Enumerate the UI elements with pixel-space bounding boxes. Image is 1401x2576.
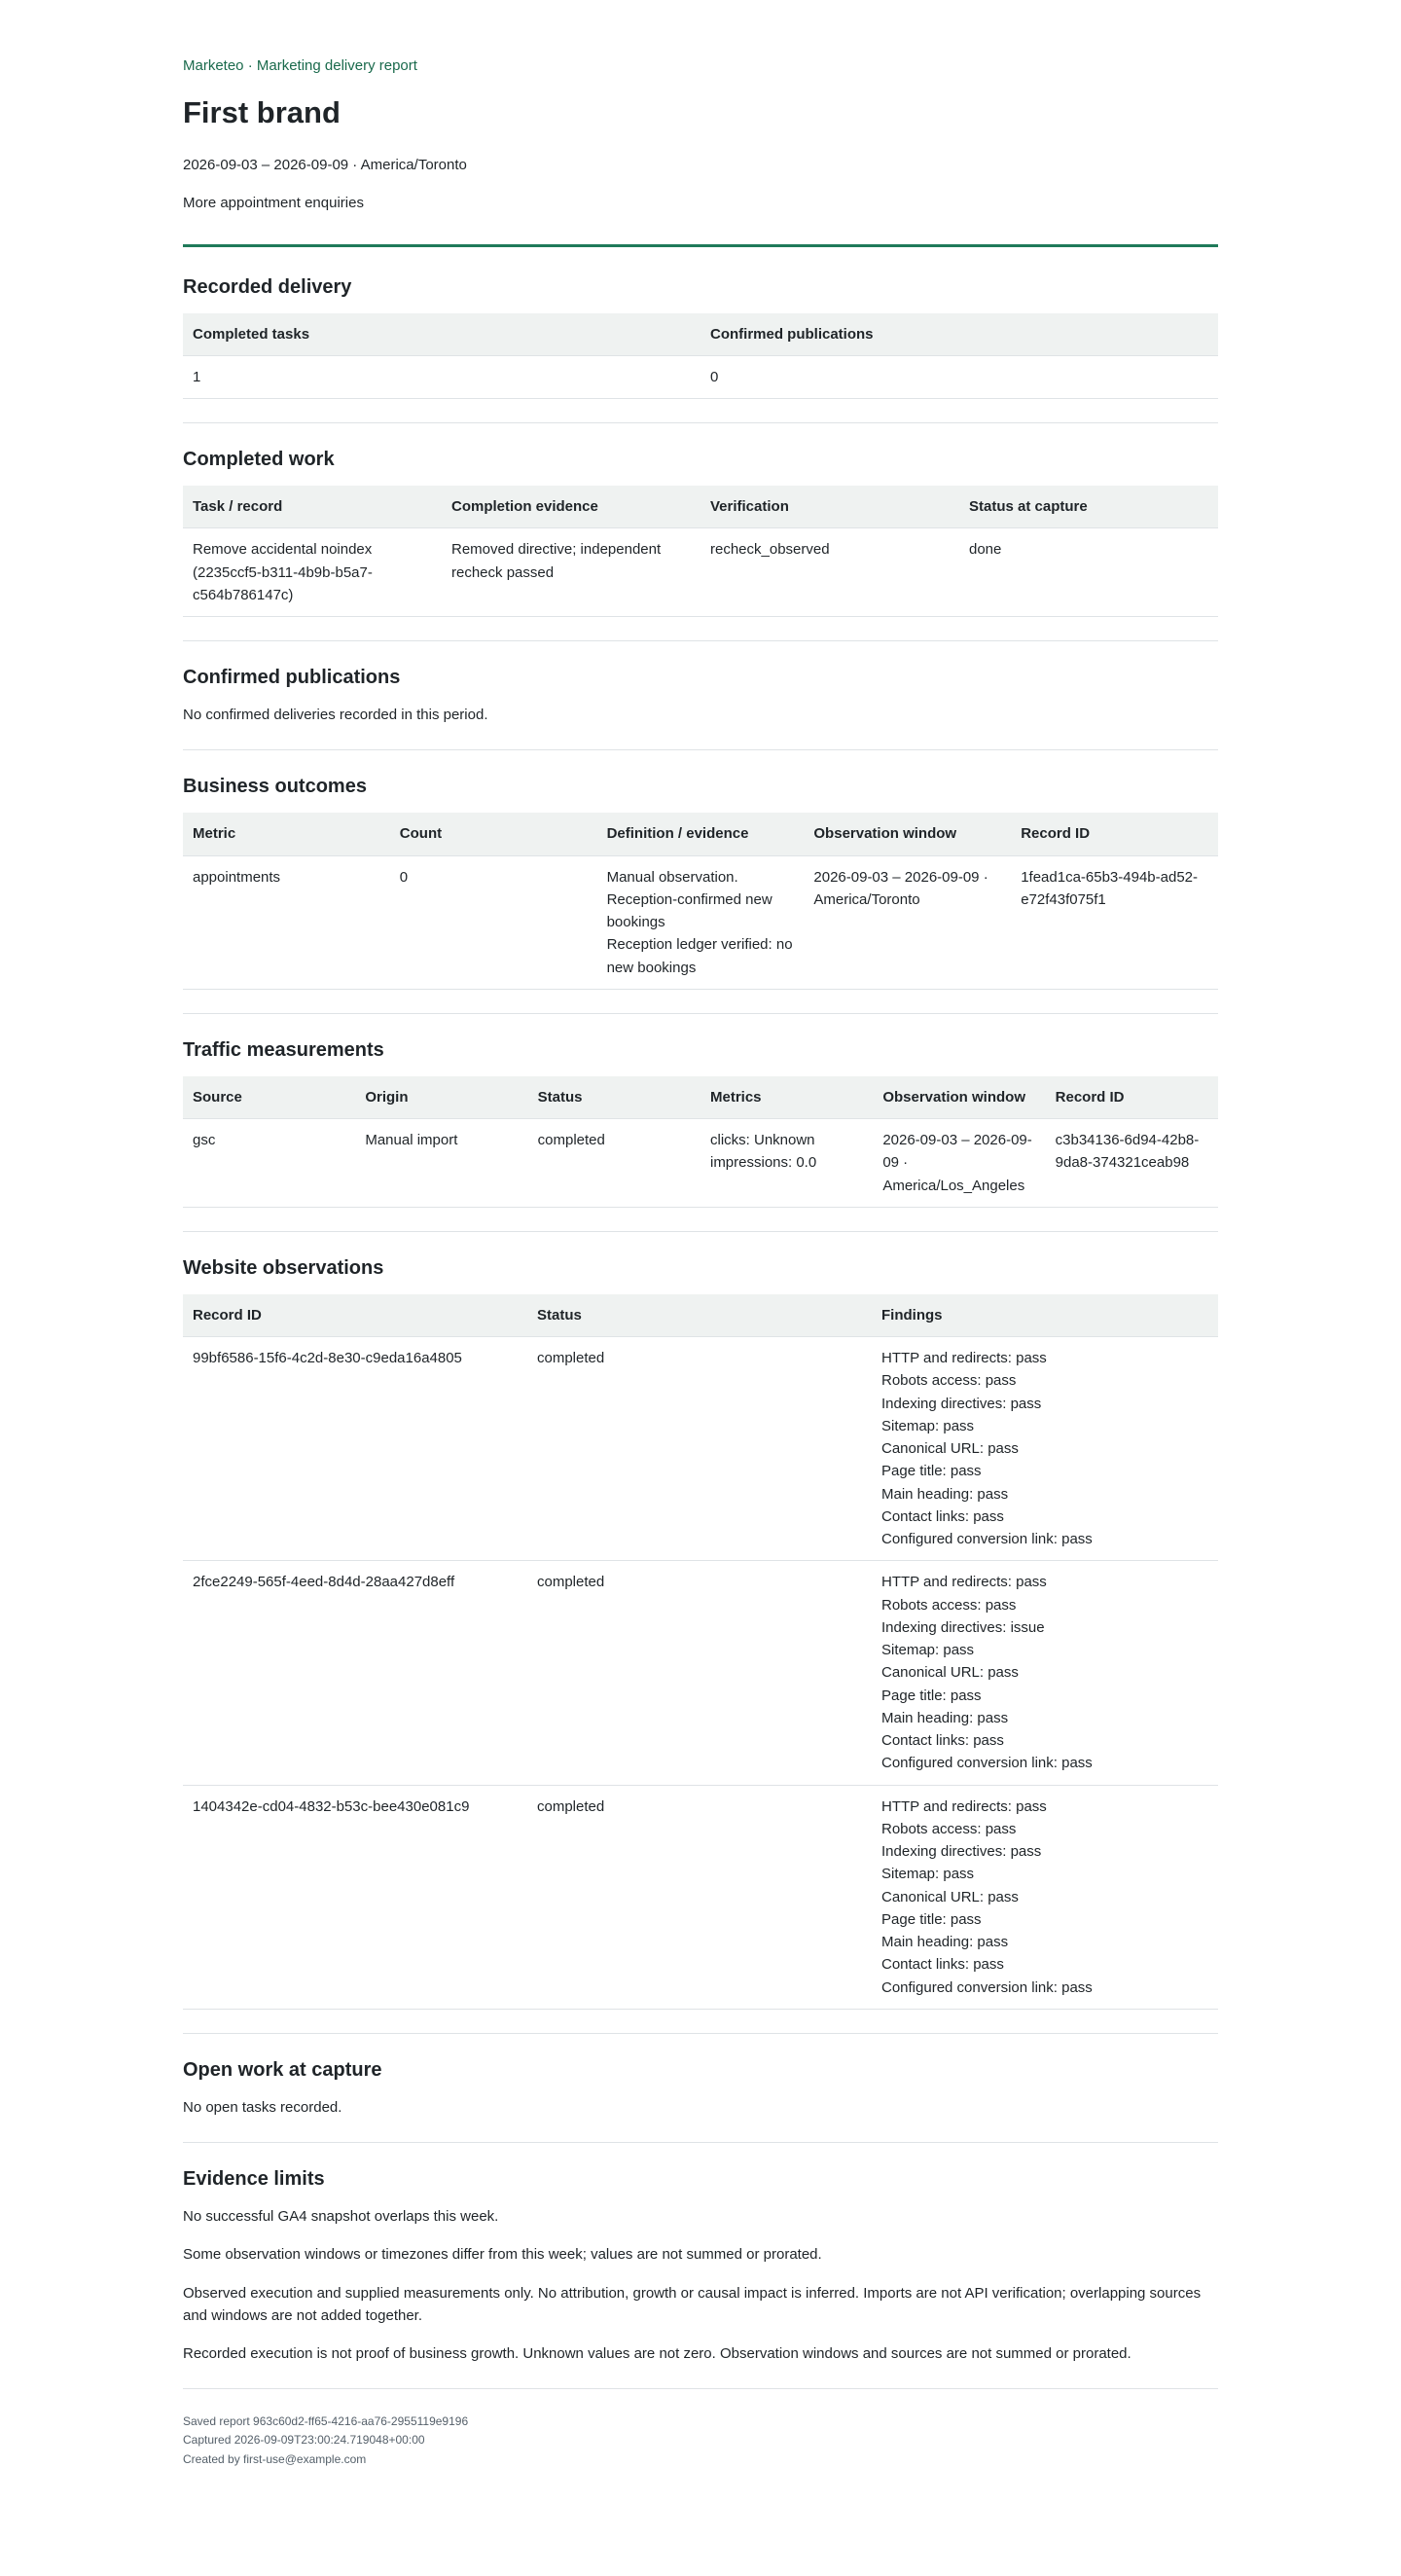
finding-line: Sitemap: pass [881,1417,975,1434]
finding-line: Robots access: pass [881,1372,1017,1390]
table-row [183,1561,1218,1785]
column-header: Source [183,1076,355,1119]
metric-line: impressions: 0.0 [709,1154,817,1172]
report-goal: More appointment enquiries [183,195,364,212]
finding-line: HTTP and redirects: pass [881,1574,1047,1591]
column-header: Status [528,1076,700,1119]
report-eyebrow: Marketeo · Marketing delivery report [183,57,417,74]
record-id-cell: 1404342e-cd04-4832-b53c-bee430e081c9 [183,1785,527,2009]
finding-line: Indexing directives: pass [881,1395,1042,1412]
evidence-limit-paragraph: Recorded execution is not proof of business growth. Unknown values are not zero. Observation windows and sources are not summed or prorated. [183,2345,1132,2362]
table-row [183,1337,1218,1561]
finding-line: Canonical URL: pass [881,1440,1019,1457]
business-outcomes-table [183,813,1218,990]
table-row [183,855,1218,989]
column-header: Confirmed publications [700,313,1218,356]
column-header: Record ID [1011,813,1218,855]
status-cell: completed [528,1119,700,1208]
column-header: Count [390,813,597,855]
page-title: First brand [183,95,341,130]
status-cell: done [959,528,1218,617]
finding-line: Page title: pass [881,1910,982,1928]
traffic-measurements-section [183,1037,1218,1232]
status-cell: completed [527,1337,872,1561]
finding-line: Canonical URL: pass [881,1888,1019,1905]
source-cell: gsc [183,1119,355,1208]
task-record-cell: Remove accidental noindex (2235ccf5-b311-4b9b-b5a7-c564b786147c) [183,528,442,617]
finding-line: HTTP and redirects: pass [881,1350,1047,1366]
observation-window-cell: 2026-09-03 – 2026-09-09 · America/Toronto [804,855,1011,989]
section-heading: Business outcomes [183,776,367,798]
business-outcomes-section [183,774,1218,1014]
definition-cell [597,855,805,989]
observation-window-cell: 2026-09-03 – 2026-09-09 · America/Los_Angeles [873,1119,1045,1208]
evidence-limit-paragraph: Observed execution and supplied measurements only. No attribution, growth or causal impact is inferred. Imports are not API verification; overlapping sources and windows are not added together. [183,2284,1202,2324]
verification-cell: recheck_observed [700,528,959,617]
finding-line: Contact links: pass [881,1732,1004,1749]
column-header: Metric [183,813,390,855]
origin-cell: Manual import [355,1119,527,1208]
finding-line: Sitemap: pass [881,1866,975,1883]
finding-line: Main heading: pass [881,1709,1009,1726]
column-header: Completed tasks [183,313,700,356]
section-heading: Completed work [183,449,335,470]
finding-line: Main heading: pass [881,1934,1009,1950]
website-observations-section [183,1255,1218,2034]
finding-line: Canonical URL: pass [881,1664,1019,1682]
section-heading: Open work at capture [183,2058,382,2081]
completed-work-table [183,486,1218,617]
metric-line: clicks: Unknown [709,1132,815,1148]
table-row [183,355,1218,398]
metrics-cell [700,1119,873,1208]
open-work-section [183,2057,1218,2143]
findings-cell [872,1561,1218,1785]
report-page [183,0,1218,2508]
confirmed-publications-cell: 0 [700,355,1218,398]
website-observations-table [183,1294,1218,2010]
evidence-limit-paragraph: Some observation windows or timezones differ from this week; values are not summed or prorated. [183,2246,822,2264]
column-header: Observation window [873,1076,1045,1119]
empty-state-text: No open tasks recorded. [183,2098,342,2116]
table-header-row [183,1294,1218,1337]
table-header-row [183,813,1218,855]
finding-line: Indexing directives: pass [881,1843,1042,1860]
column-header: Findings [872,1294,1218,1337]
finding-line: Robots access: pass [881,1596,1017,1614]
evidence-line: Reception ledger verified: no new bookings [606,936,793,976]
status-cell: completed [527,1785,872,2009]
record-id-cell: c3b34136-6d94-42b8-9da8-374321ceab98 [1046,1119,1218,1208]
finding-line: Robots access: pass [881,1820,1017,1837]
traffic-measurements-table [183,1076,1218,1208]
finding-line: Configured conversion link: pass [881,1978,1093,1996]
evidence-limits-section [183,2166,1218,2389]
column-header: Task / record [183,486,442,528]
column-header: Verification [700,486,959,528]
definition-line: Manual observation. Reception-confirmed new bookings [606,868,772,930]
section-heading: Traffic measurements [183,1038,384,1061]
section-heading: Evidence limits [183,2168,325,2190]
column-header: Status [527,1294,872,1337]
finding-line: HTTP and redirects: pass [881,1797,1047,1815]
finding-line: Page title: pass [881,1687,982,1704]
finding-line: Configured conversion link: pass [881,1531,1093,1547]
saved-report-id: Saved report 963c60d2-ff65-4216-aa76-2955119e9196 [183,2414,469,2429]
column-header: Metrics [700,1076,873,1119]
table-row [183,528,1218,617]
finding-line: Contact links: pass [881,1956,1004,1974]
metric-cell: appointments [183,855,390,989]
column-header: Origin [355,1076,527,1119]
created-by: Created by first-use@example.com [183,2451,367,2466]
findings-cell [872,1337,1218,1561]
section-heading: Recorded delivery [183,275,352,298]
completion-evidence-cell: Removed directive; independent recheck passed [442,528,700,617]
recorded-delivery-table [183,313,1218,400]
status-cell: completed [527,1561,872,1785]
column-header: Definition / evidence [597,813,805,855]
column-header: Record ID [183,1294,527,1337]
column-header: Completion evidence [442,486,700,528]
record-id-cell: 2fce2249-565f-4eed-8d4d-28aa427d8eff [183,1561,527,1785]
accent-divider [183,244,1218,247]
finding-line: Sitemap: pass [881,1642,975,1658]
report-footer [183,2389,1218,2469]
empty-state-text: No confirmed deliveries recorded in this period. [183,707,488,723]
finding-line: Contact links: pass [881,1507,1004,1525]
evidence-limit-paragraph: No successful GA4 snapshot overlaps this week. [183,2208,499,2225]
table-header-row [183,1076,1218,1119]
record-id-cell: 1fead1ca-65b3-494b-ad52-e72f43f075f1 [1011,855,1218,989]
table-row [183,1119,1218,1208]
finding-line: Page title: pass [881,1463,982,1480]
table-header-row [183,313,1218,356]
recorded-delivery-section [183,274,1218,424]
completed-tasks-cell: 1 [183,355,700,398]
completed-work-section [183,447,1218,641]
finding-line: Indexing directives: issue [881,1618,1045,1636]
section-heading: Website observations [183,1256,384,1279]
findings-cell [872,1785,1218,2009]
column-header: Observation window [804,813,1011,855]
table-row [183,1785,1218,2009]
column-header: Status at capture [959,486,1218,528]
report-period: 2026-09-03 – 2026-09-09 · America/Toronto [183,157,467,173]
record-id-cell: 99bf6586-15f6-4c2d-8e30-c9eda16a4805 [183,1337,527,1561]
confirmed-publications-section [183,665,1218,750]
finding-line: Main heading: pass [881,1485,1009,1503]
column-header: Record ID [1046,1076,1218,1119]
section-heading: Confirmed publications [183,667,401,688]
finding-line: Configured conversion link: pass [881,1755,1093,1772]
count-cell: 0 [390,855,597,989]
captured-timestamp: Captured 2026-09-09T23:00:24.719048+00:00 [183,2433,425,2448]
table-header-row [183,486,1218,528]
